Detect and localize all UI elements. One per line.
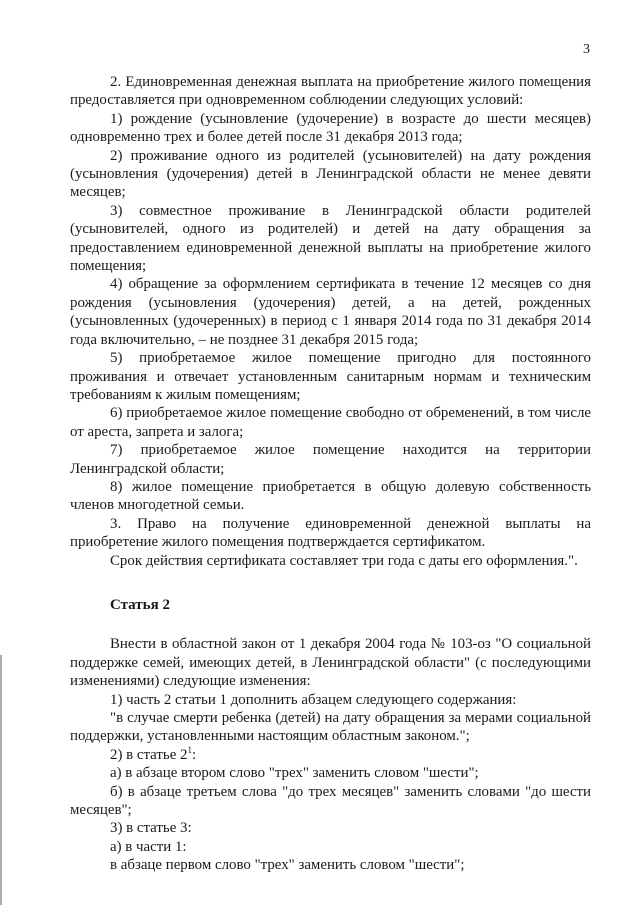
- paragraph: 2) проживание одного из родителей (усыновителей) на дату рождения (усыновления (удочерения) детей в Ленинградской области не менее девяти месяцев;: [70, 147, 591, 201]
- paragraph: 7) приобретаемое жилое помещение находится на территории Ленинградской области;: [70, 442, 591, 477]
- document-body: [70, 73, 591, 875]
- paragraph: "в случае смерти ребенка (детей) на дату обращения за мерами социальной поддержки, установленными настоящим областным законом.";: [70, 710, 591, 745]
- item-2-tail: :: [191, 746, 197, 763]
- paragraph: 3. Право на получение единовременной денежной выплаты на приобретение жилого помещения подтверждается сертификатом.: [70, 515, 591, 551]
- paragraph: а) в части 1:: [110, 838, 187, 855]
- paragraph: 3) в статье 3:: [110, 820, 192, 837]
- scan-edge-mark: [0, 655, 2, 905]
- paragraph: 5) приобретаемое жилое помещение пригодно для постоянного проживания и отвечает установленным санитарным нормам и техническим требованиям к жилым помещениям;: [70, 350, 591, 403]
- paragraph: Срок действия сертификата составляет три года с даты его оформления.".: [110, 552, 578, 569]
- paragraph: 8) жилое помещение приобретается в общую долевую собственность членов многодетной семьи.: [70, 478, 591, 514]
- paragraph: б) в абзаце третьем слова "до трех месяцев" заменить словами "до шести месяцев";: [70, 783, 591, 819]
- paragraph: 2. Единовременная денежная выплата на приобретение жилого помещения предоставляется при одновременном соблюдении следующих условий:: [70, 74, 591, 109]
- paragraph: 4) обращение за оформлением сертификата в течение 12 месяцев со дня рождения (усыновления (удочерения) детей, а на детей, рожденных (усыновленных (удочеренных) в период с 1 января 2014 года по 31 декабря 2014 года включительно, – не позднее 31 декабря 2015 года;: [70, 276, 591, 348]
- paragraph: Внести в областной закон от 1 декабря 2004 года № 103-оз "О социальной поддержке семей, имеющих детей, в Ленинградской области" (с последующими изменениями) следующие изменения:: [70, 636, 591, 690]
- paragraph: а) в абзаце втором слово "трех" заменить словом "шести";: [110, 765, 479, 782]
- paragraph: 6) приобретаемое жилое помещение свободно от обременений, в том числе от ареста, запрета и залога;: [70, 405, 591, 440]
- article-heading: Статья 2: [110, 596, 170, 613]
- paragraph: 1) часть 2 статьи 1 дополнить абзацем следующего содержания:: [110, 691, 517, 708]
- page-number: 3: [583, 42, 590, 57]
- paragraph: в абзаце первом слово "трех" заменить словом "шести";: [110, 857, 465, 874]
- item-2-superscript: 1: [187, 744, 192, 755]
- paragraph: 1) рождение (усыновление (удочерение) в возрасте до шести месяцев) одновременно трех и более детей после 31 декабря 2013 года;: [70, 110, 591, 146]
- paragraph-item-2: [70, 746, 591, 764]
- item-2-text: 2) в статье 2: [110, 746, 188, 763]
- paragraph: 3) совместное проживание в Ленинградской области родителей (усыновителей, одного из родителей) и детей на дату обращения за предоставлением единовременной денежной выплаты на приобретение жилого помещения;: [70, 202, 591, 275]
